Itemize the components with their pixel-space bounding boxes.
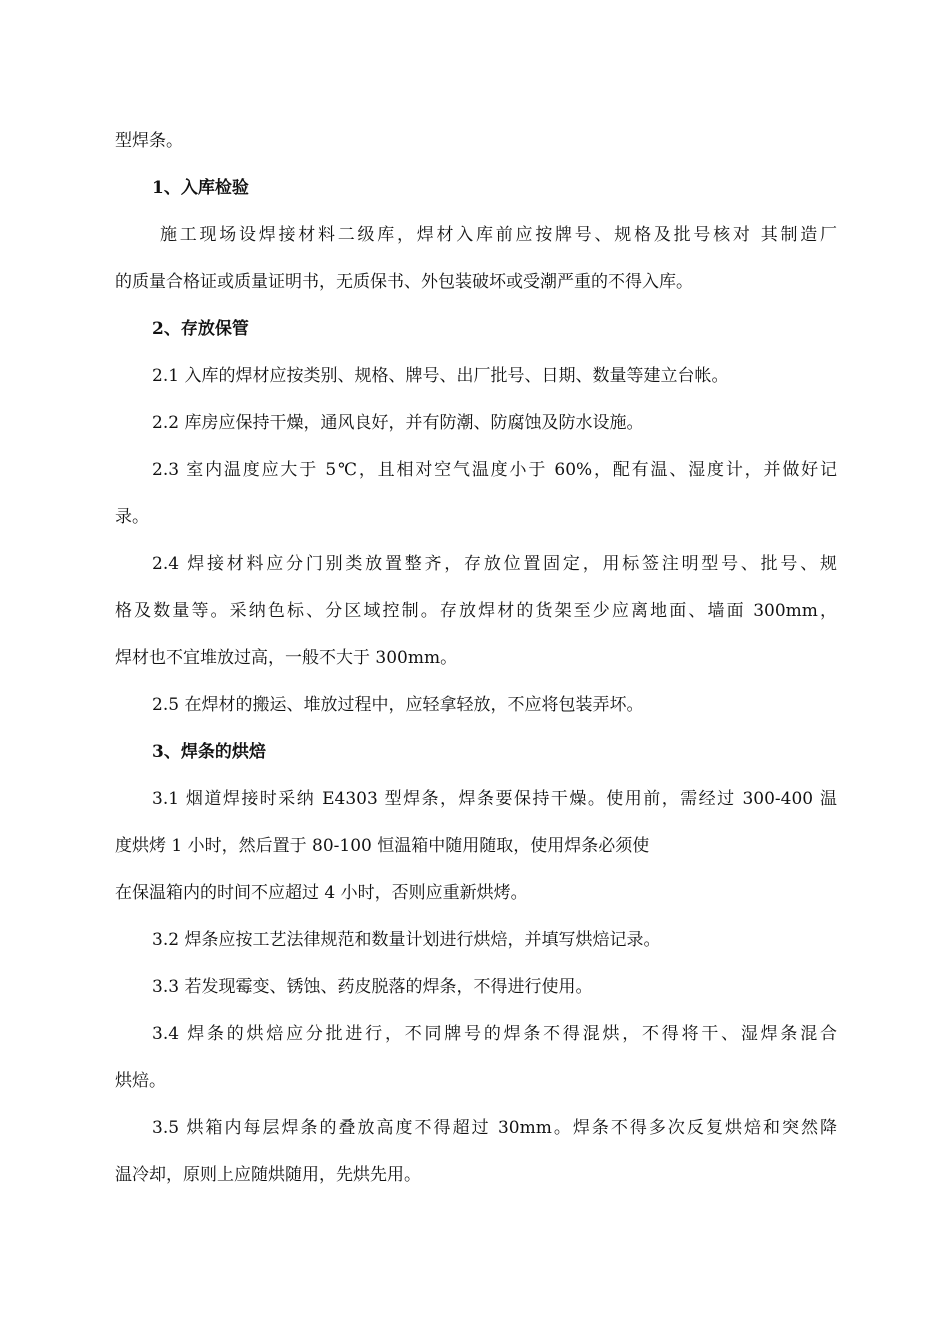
paragraph-line: 施工现场设焊接材料二级库，焊材入库前应按牌号、规格及批号核对 其制造厂 bbox=[160, 225, 837, 245]
paragraph-line: 型焊条。 bbox=[115, 131, 183, 151]
paragraph-line: 的质量合格证或质量证明书，无质保书、外包装破坏或受潮严重的不得入库。 bbox=[115, 272, 693, 292]
paragraph-line: 3.5 烘箱内每层焊条的叠放高度不得超过 30mm。焊条不得多次反复烘焙和突然降 bbox=[152, 1118, 837, 1138]
paragraph-line: 2.1 入库的焊材应按类别、规格、牌号、出厂批号、日期、数量等建立台帐。 bbox=[152, 366, 729, 386]
section-heading-electrode-baking: 3、焊条的烘焙 bbox=[152, 742, 266, 762]
paragraph-line: 2.4 焊接材料应分门别类放置整齐，存放位置固定，用标签注明型号、批号、规 bbox=[152, 554, 837, 574]
paragraph-line: 2.2 库房应保持干燥，通风良好，并有防潮、防腐蚀及防水设施。 bbox=[152, 413, 644, 433]
section-heading-storage-inspection: 1、入库检验 bbox=[152, 178, 249, 198]
paragraph-line: 3.2 焊条应按工艺法律规范和数量计划进行烘焙，并填写烘焙记录。 bbox=[152, 930, 661, 950]
paragraph-line: 3.3 若发现霉变、锈蚀、药皮脱落的焊条，不得进行使用。 bbox=[152, 977, 593, 997]
paragraph-line: 录。 bbox=[115, 507, 149, 527]
section-heading-storage-management: 2、存放保管 bbox=[152, 319, 249, 339]
paragraph-line: 度烘烤 1 小时，然后置于 80-100 恒温箱中随用随取，使用焊条必须使 bbox=[115, 836, 650, 856]
paragraph-line: 3.4 焊条的烘焙应分批进行，不同牌号的焊条不得混烘，不得将干、湿焊条混合 bbox=[152, 1024, 837, 1044]
paragraph-line: 3.1 烟道焊接时采纳 E4303 型焊条，焊条要保持干燥。使用前，需经过 300-400 温 bbox=[152, 789, 837, 809]
paragraph-line: 2.3 室内温度应大于 5℃，且相对空气温度小于 60%，配有温、湿度计，并做好记 bbox=[152, 460, 837, 480]
paragraph-line: 格及数量等。采纳色标、分区域控制。存放焊材的货架至少应离地面、墙面 300mm， bbox=[115, 601, 837, 621]
document-body bbox=[115, 118, 837, 1199]
paragraph-line: 温冷却，原则上应随烘随用，先烘先用。 bbox=[115, 1165, 421, 1185]
paragraph-line: 烘焙。 bbox=[115, 1071, 166, 1091]
paragraph-line: 2.5 在焊材的搬运、堆放过程中，应轻拿轻放，不应将包装弄坏。 bbox=[152, 695, 644, 715]
paragraph-line: 在保温箱内的时间不应超过 4 小时，否则应重新烘烤。 bbox=[115, 883, 528, 903]
paragraph-line: 焊材也不宜堆放过高，一般不大于 300mm。 bbox=[115, 648, 458, 668]
